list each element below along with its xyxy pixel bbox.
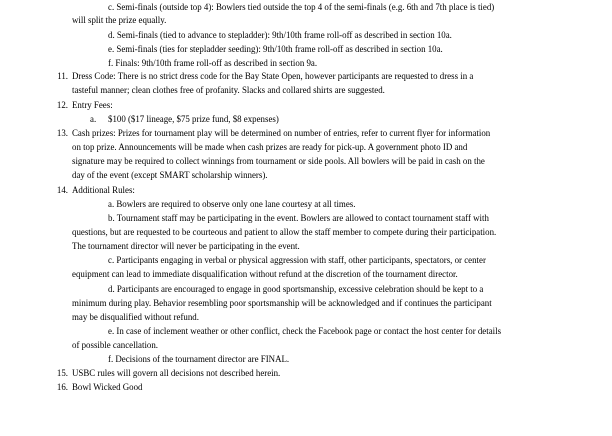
rule-14d-line1: d. Participants are encouraged to engage in good sportsmanship, excessive celebration should be kept to a xyxy=(108,284,484,294)
rule-14c-line2: equipment can lead to immediate disqualification without refund at the discretion of the tournament director. xyxy=(72,269,458,279)
rule-10e: e. Semi-finals (ties for stepladder seeding): 9th/10th frame roll-off as described in section 10a. xyxy=(108,44,443,54)
rule-14e-line2: of possible cancellation. xyxy=(72,340,159,350)
rule-10c-line1: c. Semi-finals (outside top 4): Bowlers tied outside the top 4 of the semi-finals (e.g. 6th and 7th place is tied) xyxy=(108,2,495,12)
rule-16-text: Bowl Wicked Good xyxy=(72,382,143,392)
rule-13-line4: day of the event (except SMART scholarship winners). xyxy=(72,170,268,180)
rule-14b-line2: questions, but are requested to be courteous and patient to allow the staff member to compete during their participation. xyxy=(72,227,497,237)
rule-14b-line3: The tournament director will never be participating in the event. xyxy=(72,241,300,251)
rule-11-number: 11. xyxy=(57,71,68,81)
rule-14-number: 14. xyxy=(56,185,68,195)
rule-15-text: USBC rules will govern all decisions not described herein. xyxy=(72,368,281,378)
rule-10c-line2: will split the prize equally. xyxy=(72,15,167,25)
rule-16-number: 16. xyxy=(56,382,68,392)
rule-14d-line3: may be disqualified without refund. xyxy=(72,312,199,322)
rule-15-number: 15. xyxy=(56,368,68,378)
rule-11-line2: tasteful manner; clean clothes free of profanity. Slacks and collared shirts are suggested. xyxy=(72,85,385,95)
rule-14f: f. Decisions of the tournament director are FINAL. xyxy=(108,354,290,364)
rule-13-number: 13. xyxy=(56,128,68,138)
rule-14c-line1: c. Participants engaging in verbal or physical aggression with staff, other participants, spectators, or center xyxy=(108,255,486,265)
rule-14e-line1: e. In case of inclement weather or other conflict, check the Facebook page or contact the host center for details xyxy=(108,326,502,336)
rule-14d-line2: minimum during play. Behavior resembling poor sportsmanship will be acknowledged and if continues the participant xyxy=(72,298,492,308)
rule-14-title: Additional Rules: xyxy=(72,185,135,195)
rule-14a: a. Bowlers are required to observe only one lane courtesy at all times. xyxy=(108,199,356,209)
rule-11-line1: Dress Code: There is no strict dress code for the Bay State Open, however participants are requested to dress in a xyxy=(72,71,474,81)
rule-13-line1: Cash prizes: Prizes for tournament play will be determined on number of entries, refer to current flyer for information xyxy=(72,128,491,138)
rule-10d: d. Semi-finals (tied to advance to stepladder): 9th/10th frame roll-off as described in section 10a. xyxy=(108,30,452,40)
rule-13-line2: on top prize. Announcements will be made when cash prizes are ready for pick-up. A government photo ID and xyxy=(72,142,468,152)
rule-12-number: 12. xyxy=(56,100,68,110)
rule-10f: f. Finals: 9th/10th frame roll-off as described in section 9a. xyxy=(108,58,318,68)
rule-13-line3: signature may be required to collect winnings from tournament or side pools. All bowlers will be paid in cash on the xyxy=(72,156,485,166)
rule-12a-text: $100 ($17 lineage, $75 prize fund, $8 expenses) xyxy=(108,114,279,124)
rule-12a-label: a. xyxy=(90,114,97,124)
rule-12-title: Entry Fees: xyxy=(72,100,113,110)
rule-14b-line1: b. Tournament staff may be participating in the event. Bowlers are allowed to contact tournament staff with xyxy=(108,213,489,223)
